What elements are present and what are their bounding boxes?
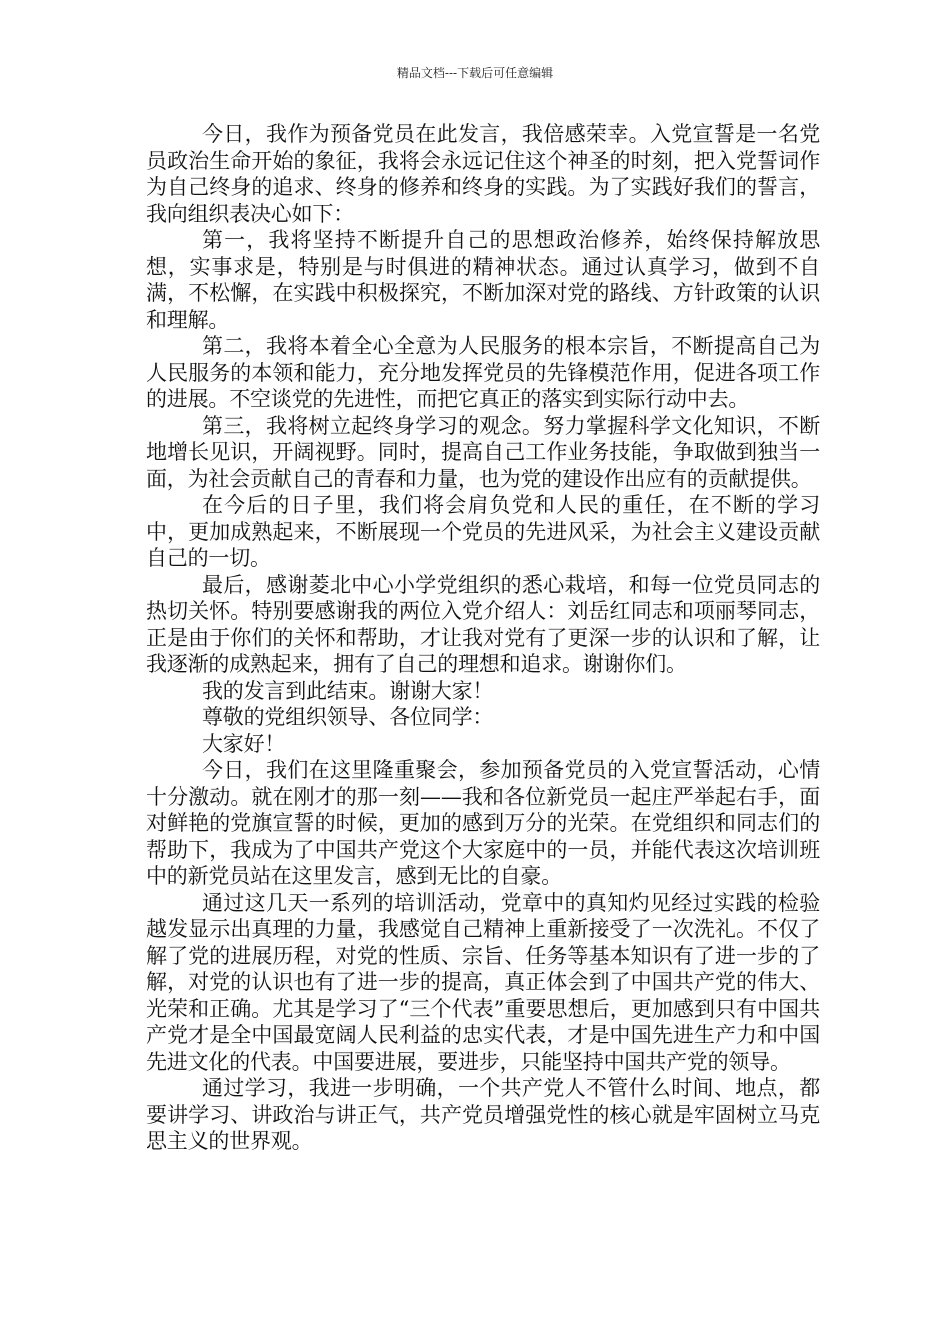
paragraph-third-pledge: 第三，我将树立起终身学习的观念。努力掌握科学文化知识，不断地增长见识，开阔视野。同时，提高自己工作业务技能，争取做到独当一面，为社会贡献自己的青春和力量，也为党的建设作出应有的贡献提供。 [146, 413, 820, 491]
document-body [146, 121, 820, 1155]
paragraph-ceremony: 今日，我们在这里隆重聚会，参加预备党员的入党宣誓活动，心情十分激动。就在刚才的那一刻——我和各位新党员一起庄严举起右手，面对鲜艳的党旗宣誓的时候，更加的感到万分的光荣。在党组织和同志们的帮助下，我成为了中国共产党这个大家庭中的一员，并能代表这次培训班中的新党员站在这里发言，感到无比的自豪。 [146, 758, 820, 888]
paragraph-intro: 今日，我作为预备党员在此发言，我倍感荣幸。入党宣誓是一名党员政治生命开始的象征，我将会永远记住这个神圣的时刻，把入党誓词作为自己终身的追求、终身的修养和终身的实践。为了实践好我们的誓言，我向组织表决心如下： [146, 122, 820, 226]
page-header: 精品文档---下载后可任意编辑 [396, 66, 554, 80]
paragraph-thanks: 最后，感谢菱北中心小学党组织的悉心栽培，和每一位党员同志的热切关怀。特别要感谢我的两位入党介绍人：刘岳红同志和项丽琴同志，正是由于你们的关怀和帮助，才让我对党有了更深一步的认识和了解，让我逐渐的成熟起来，拥有了自己的理想和追求。谢谢你们。 [146, 572, 820, 676]
paragraph-closing: 我的发言到此结束。谢谢大家！ [202, 678, 494, 703]
paragraph-greeting: 大家好！ [202, 731, 286, 756]
paragraph-second-pledge: 第二，我将本着全心全意为人民服务的根本宗旨，不断提高自己为人民服务的本领和能力，充分地发挥党员的先锋模范作用，促进各项工作的进展。不空谈党的先进性，而把它真正的落实到实际行动中去。 [146, 334, 820, 411]
paragraph-first-pledge: 第一，我将坚持不断提升自己的思想政治修养，始终保持解放思想，实事求是，特别是与时俱进的精神状态。通过认真学习，做到不自满，不松懈，在实践中积极探究，不断加深对党的路线、方针政策的认识和理解。 [146, 228, 820, 332]
paragraph-training: 通过这几天一系列的培训活动，党章中的真知灼见经过实践的检验越发显示出真理的力量，我感觉自己精神上重新接受了一次洗礼。不仅了解了党的进展历程，对党的性质、宗旨、任务等基本知识有了进一步的了解，对党的认识也有了进一步的提高，真正体会到了中国共产党的伟大、光荣和正确。尤其是学习了“三个代表”重要思想后，更加感到只有中国共产党才是全中国最宽阔人民利益的忠实代表，才是中国先进生产力和中国先进文化的代表。中国要进展，要进步，只能坚持中国共产党的领导。 [146, 890, 820, 1074]
paragraph-salutation: 尊敬的党组织领导、各位同学： [202, 705, 494, 729]
paragraph-future: 在今后的日子里，我们将会肩负党和人民的重任，在不断的学习中，更加成熟起来，不断展现一个党员的先进风采，为社会主义建设贡献自己的一切。 [146, 493, 820, 570]
paragraph-conclusion: 通过学习，我进一步明确，一个共产党人不管什么时间、地点，都要讲学习、讲政治与讲正气，共产党员增强党性的核心就是牢固树立马克思主义的世界观。 [146, 1076, 820, 1153]
